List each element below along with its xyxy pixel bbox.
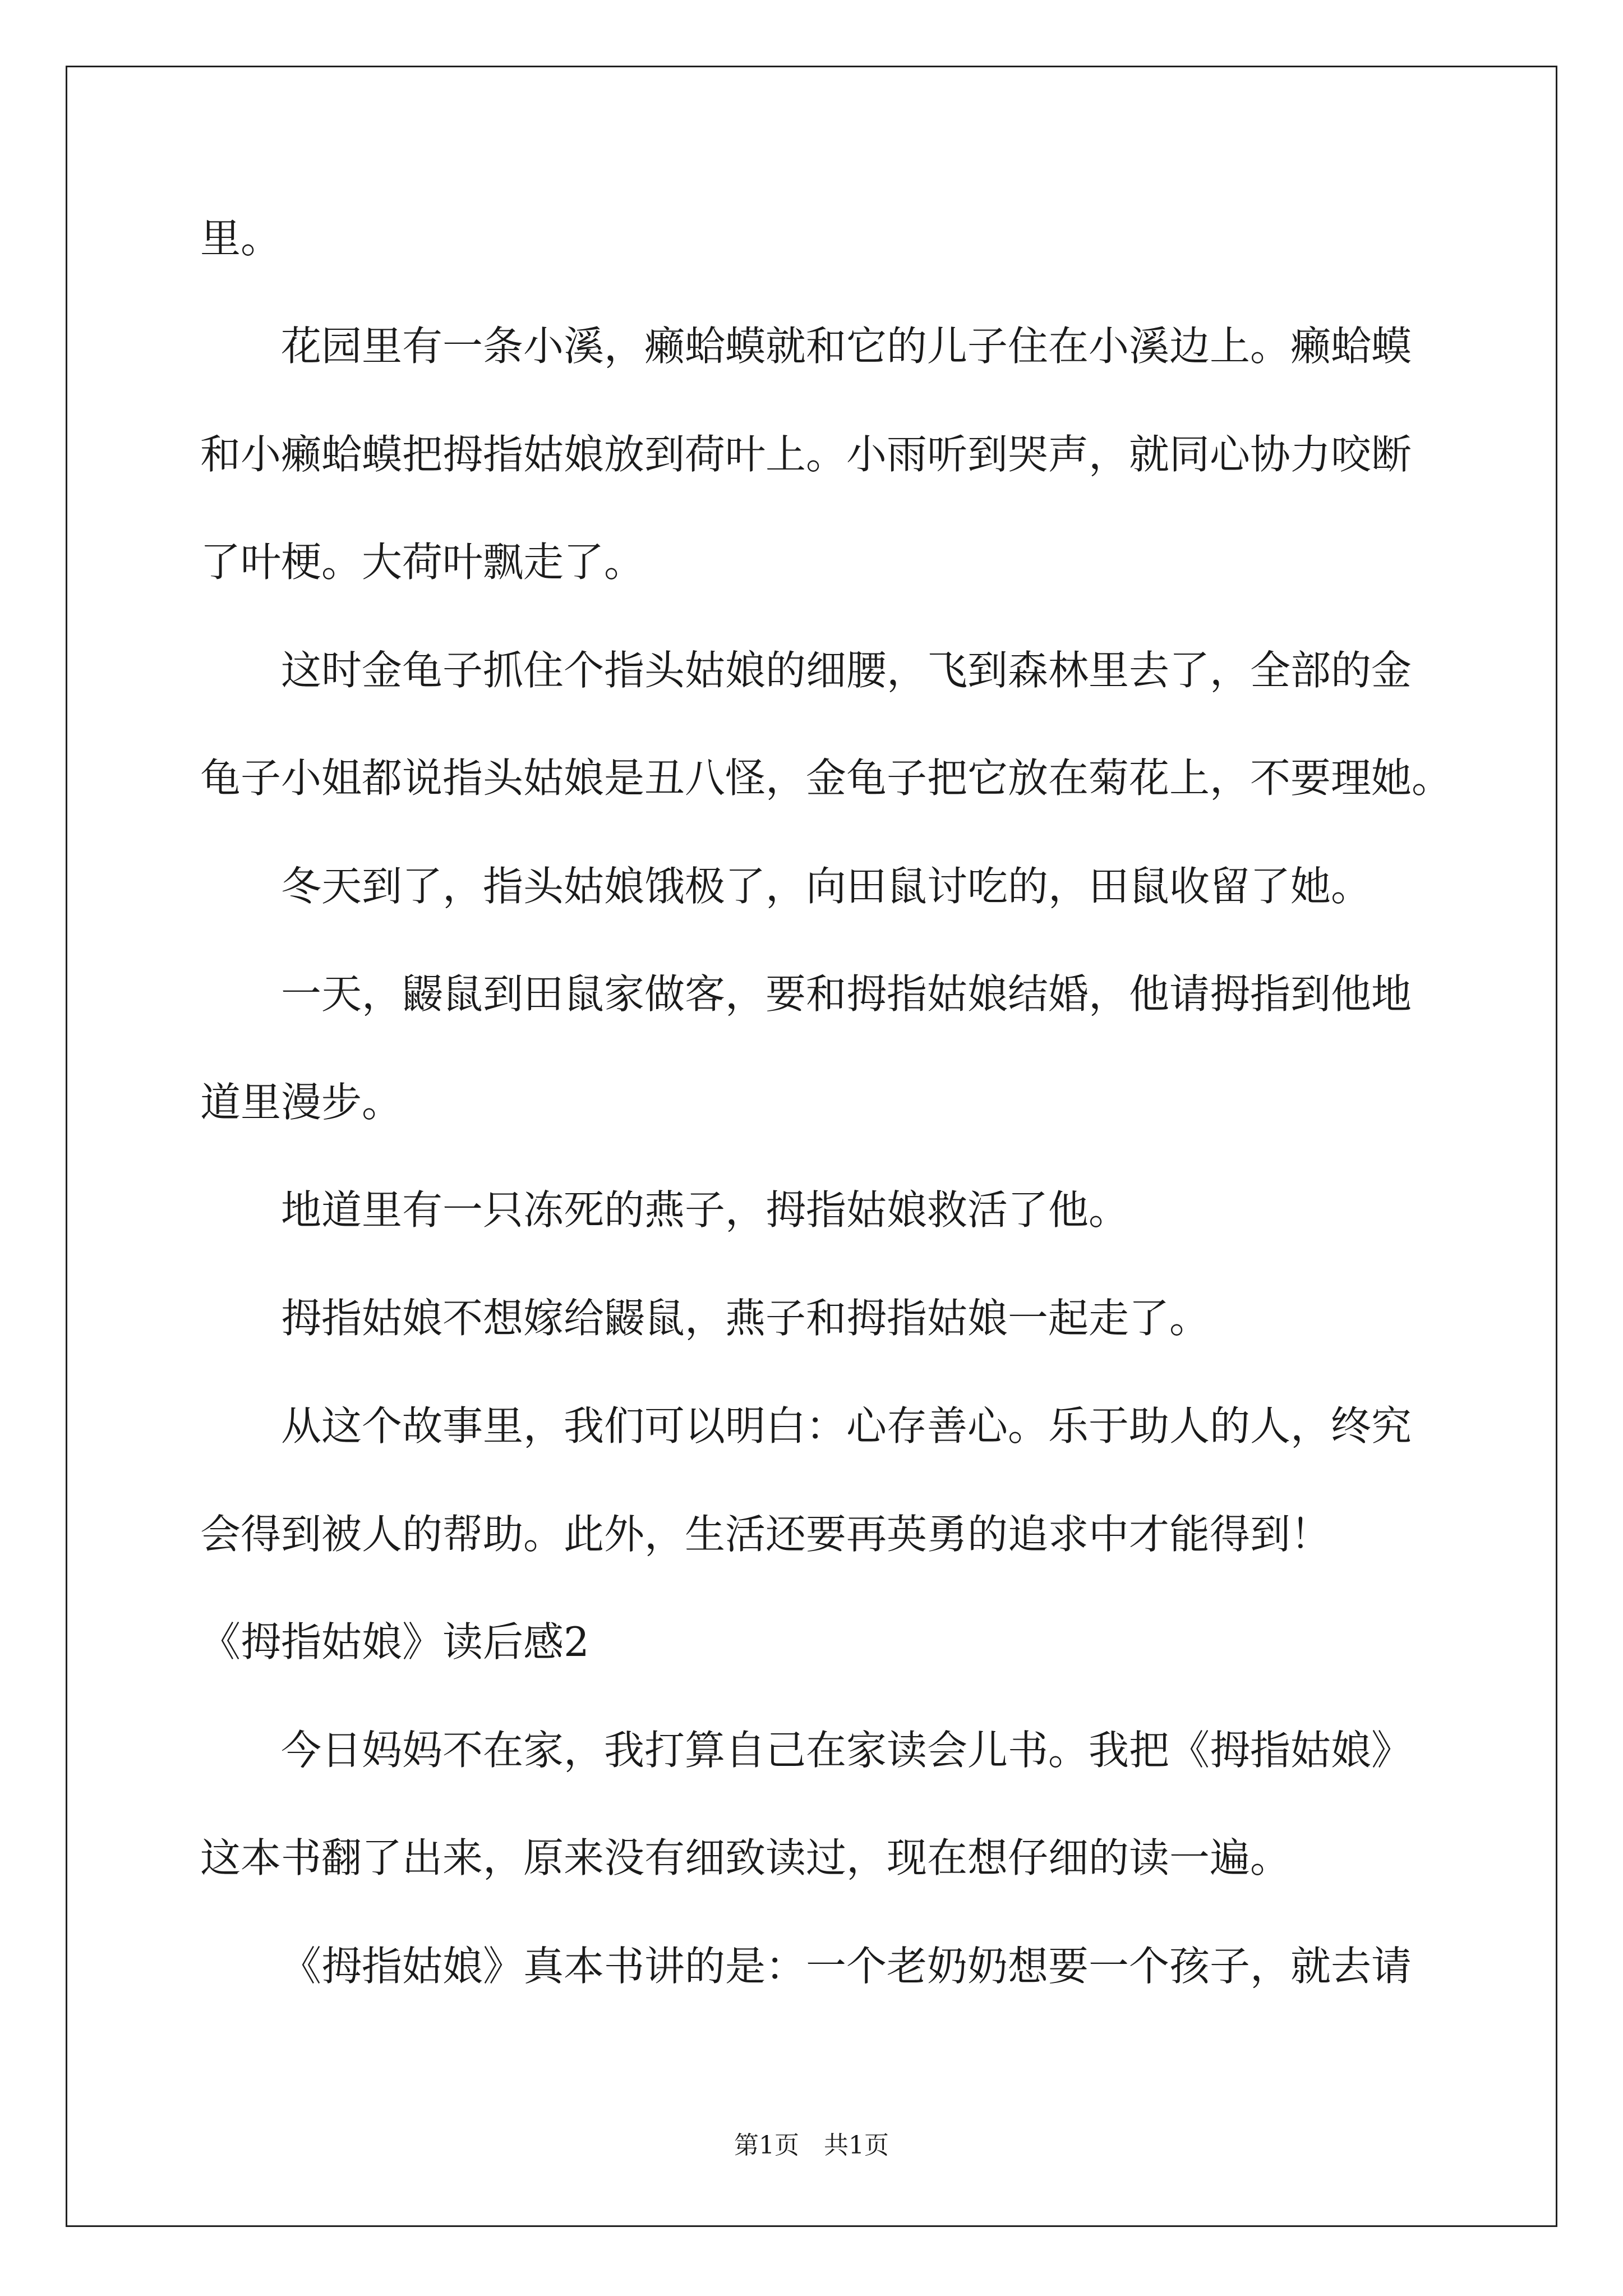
paragraph-line: 拇指姑娘不想嫁给鼹鼠，燕子和拇指姑娘一起走了。 xyxy=(281,1295,1210,1342)
paragraph-line: 这时金龟子抓住个指头姑娘的细腰，飞到森林里去了，全部的金 xyxy=(281,647,1412,694)
paragraph-line: 冬天到了，指头姑娘饿极了，向田鼠讨吃的，田鼠收留了她。 xyxy=(281,863,1372,910)
section-heading: 《拇指姑娘》读后感2 xyxy=(200,1618,589,1665)
paragraph-line: 《拇指姑娘》真本书讲的是：一个老奶奶想要一个孩子，就去请 xyxy=(281,1943,1412,1990)
text-line: 道里漫步。 xyxy=(200,1079,403,1126)
text-line: 这本书翻了出来，原来没有细致读过，现在想仔细的读一遍。 xyxy=(200,1834,1291,1881)
paragraph-line: 从这个故事里，我们可以明白：心存善心。乐于助人的人，终究 xyxy=(281,1402,1412,1450)
page-footer: 第1页 共1页 xyxy=(734,2131,889,2160)
text-line: 会得到被人的帮助。此外，生活还要再英勇的追求中才能得到！ xyxy=(200,1511,1331,1558)
paragraph-line: 花园里有一条小溪，癞蛤蟆就和它的儿子住在小溪边上。癞蛤蟆 xyxy=(281,323,1412,370)
text-line: 和小癞蛤蟆把拇指姑娘放到荷叶上。小雨听到哭声，就同心协力咬断 xyxy=(200,431,1412,478)
paragraph-line: 一天，鼹鼠到田鼠家做客，要和拇指姑娘结婚，他请拇指到他地 xyxy=(281,970,1412,1018)
text-line: 里。 xyxy=(200,215,282,262)
page-border xyxy=(66,66,1557,2227)
paragraph-line: 今日妈妈不在家，我打算自己在家读会儿书。我把《拇指姑娘》 xyxy=(281,1727,1412,1774)
text-line: 龟子小姐都说指头姑娘是丑八怪，金龟子把它放在菊花上，不要理她。 xyxy=(200,754,1453,802)
paragraph-line: 地道里有一只冻死的燕子，拇指姑娘救活了他。 xyxy=(281,1186,1129,1234)
text-line: 了叶梗。大荷叶飘走了。 xyxy=(200,539,645,586)
